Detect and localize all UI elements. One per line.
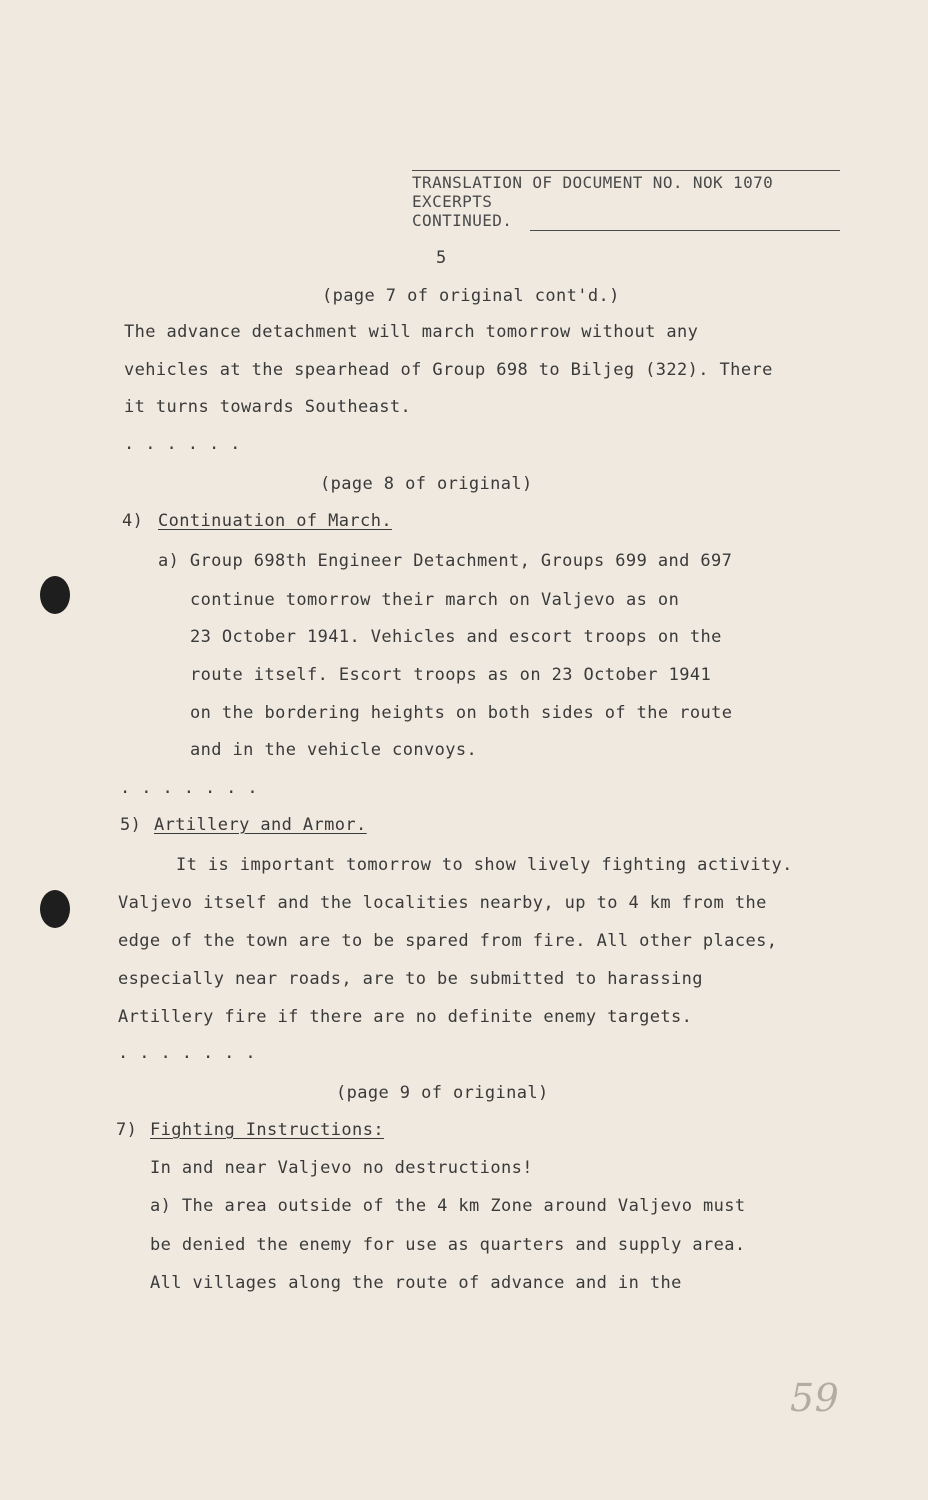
pencil-folio-number: 59 <box>790 1376 840 1420</box>
item4a-line1: a) Group 698th Engineer Detachment, Groups 699 and 697 <box>158 551 733 571</box>
item7-line1: In and near Valjevo no destructions! <box>150 1158 533 1178</box>
punch-hole-lower <box>40 890 70 928</box>
ellipsis-dots-3: ....... <box>118 1043 267 1063</box>
page9-heading: (page 9 of original) <box>336 1083 549 1103</box>
item5-line1: It is important tomorrow to show lively fighting activity. <box>176 855 793 875</box>
item5-number: 5) <box>120 815 142 835</box>
para1-line1: The advance detachment will march tomorrow without any <box>124 322 699 342</box>
item5-line5: Artillery fire if there are no definite enemy targets. <box>118 1007 693 1027</box>
item7a-line3: All villages along the route of advance and in the <box>150 1273 682 1293</box>
item5-line4: especially near roads, are to be submitted to harassing <box>118 969 703 989</box>
item4-number: 4) <box>122 511 144 531</box>
item7a-line1: a) The area outside of the 4 km Zone around Valjevo must <box>150 1196 746 1216</box>
item4a-line5: on the bordering heights on both sides of the route <box>190 703 733 723</box>
item7-number: 7) <box>116 1120 138 1140</box>
item5-title: Artillery and Armor. <box>154 815 367 835</box>
page-number: 5 <box>436 248 447 268</box>
ellipsis-dots-1: ...... <box>124 434 252 454</box>
item4a-line3: 23 October 1941. Vehicles and escort troops on the <box>190 627 722 647</box>
ellipsis-dots-2: ....... <box>120 778 269 798</box>
header-continued-line: CONTINUED. <box>412 211 513 230</box>
item5-line2: Valjevo itself and the localities nearby, up to 4 km from the <box>118 893 767 913</box>
item5-line3: edge of the town are to be spared from fire. All other places, <box>118 931 778 951</box>
header-bottom-rule <box>530 230 840 231</box>
header-top-rule <box>412 170 840 171</box>
page7-heading: (page 7 of original cont'd.) <box>322 286 620 306</box>
item4a-line6: and in the vehicle convoys. <box>190 740 478 760</box>
header-excerpts-line: EXCERPTS <box>412 192 493 211</box>
item4-title: Continuation of March. <box>158 511 392 531</box>
item4a-line4: route itself. Escort troops as on 23 October 1941 <box>190 665 712 685</box>
para1-line2: vehicles at the spearhead of Group 698 to Biljeg (322). There <box>124 360 773 380</box>
para1-line3: it turns towards Southeast. <box>124 397 412 417</box>
item7a-line2: be denied the enemy for use as quarters and supply area. <box>150 1235 746 1255</box>
header-translation-line: TRANSLATION OF DOCUMENT NO. NOK 1070 <box>412 173 774 192</box>
item4a-line2: continue tomorrow their march on Valjevo as on <box>190 590 680 610</box>
item7-title: Fighting Instructions: <box>150 1120 384 1140</box>
punch-hole-upper <box>40 576 70 614</box>
page8-heading: (page 8 of original) <box>320 474 533 494</box>
